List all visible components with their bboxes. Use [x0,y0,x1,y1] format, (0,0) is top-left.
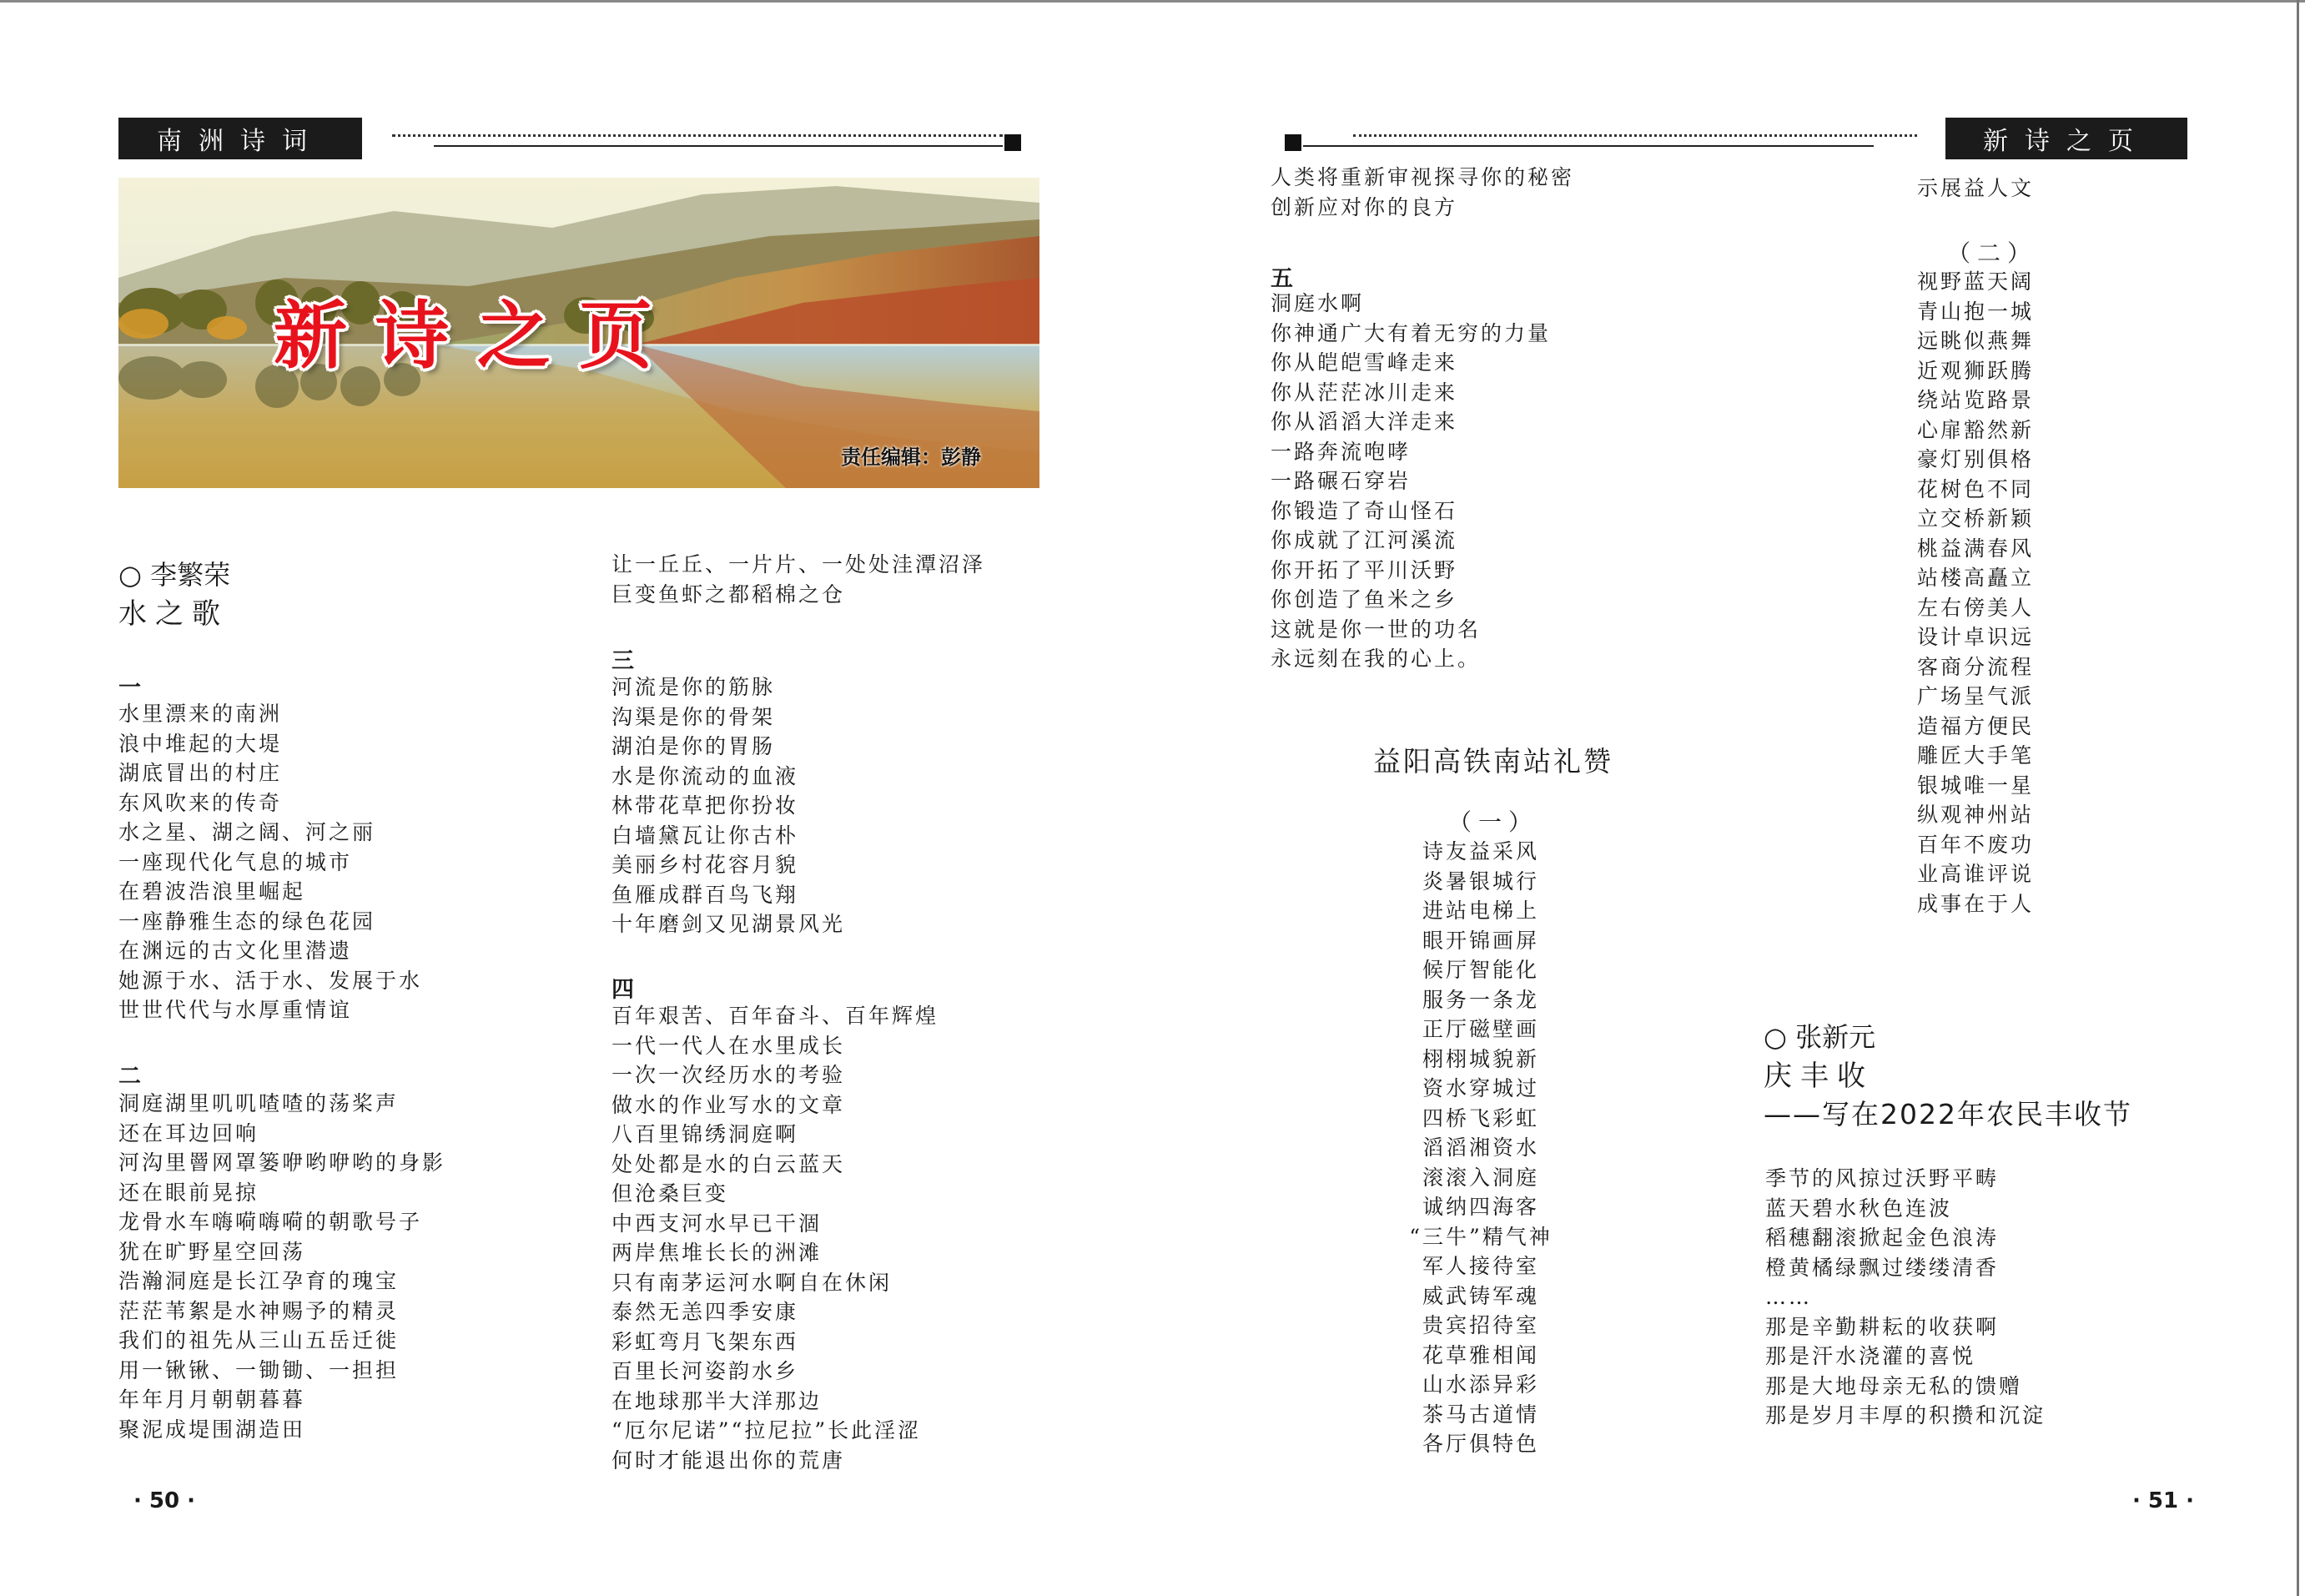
poem-line: 她源于水、活于水、发展于水 [118,968,423,993]
poem-line: 立交桥新颖 [1917,506,2035,531]
harvest-poem-lines [1765,1164,2046,1431]
poem-line: 巨变鱼虾之都稻棉之仓 [611,582,846,607]
poem-line: 龙骨水车嗨嗬嗨嗬的朝歌号子 [118,1210,423,1234]
poem-line: 花树色不同 [1917,476,2035,501]
poem-section-4 [611,1001,939,1475]
poem-section-5 [1271,289,1551,674]
poem-line: 诗友益采风 [1422,839,1539,863]
poem-line: 花草雅相闻 [1422,1342,1539,1367]
section-number: 三 [611,648,634,674]
poem-line: 永远刻在我的心上。 [1271,647,1482,671]
poem-line: 还在耳边回响 [118,1120,259,1145]
poem-line: 百年艰苦、百年奋斗、百年辉煌 [611,1004,939,1028]
poem-line: 年年月月朝朝暮暮 [118,1387,306,1412]
poem-line: 你从茫茫冰川走来 [1271,380,1458,405]
poem-line: 世世代代与水厚重情谊 [118,998,353,1022]
poem-line: 鱼雁成群百鸟飞翔 [611,882,799,907]
poem-line: 何时才能退出你的荒唐 [611,1447,846,1473]
right-header-square [1285,134,1301,151]
poem-line: 威武铸军魂 [1422,1283,1539,1308]
poem-line: 心扉豁然新 [1917,417,2035,442]
poem-line: 进站电梯上 [1422,899,1539,923]
right-header-dotted-rule [1353,134,1917,137]
poem-line: 桃益满春风 [1917,536,2035,561]
poem-line: 山水添异彩 [1422,1372,1539,1397]
poem-line: 八百里锦绣洞庭啊 [611,1122,799,1146]
poem-line: 湖底冒出的村庄 [118,761,283,785]
poem-line: 东风吹来的传奇 [118,790,283,815]
poem-line: 军人接待室 [1422,1254,1539,1278]
poem-line: 左右傍美人 [1917,595,2035,620]
poem-line: 中西支河水早已干涸 [611,1211,823,1236]
poem-line: 湖泊是你的胃肠 [611,734,776,758]
poem-line: 绕站览路景 [1917,388,2035,412]
poem-line: 你成就了江河溪流 [1271,528,1458,552]
station-poem-part-1 [1343,837,1618,1459]
poem-line: 聚泥成堤围湖造田 [118,1417,306,1442]
poem-author: ○ 张新元 [1764,1021,1876,1053]
poem-line: 我们的祖先从三山五岳迁徙 [118,1328,400,1352]
poem-line: 一次一次经历水的考验 [611,1063,846,1087]
poem-line: 创新应对你的良方 [1271,194,1458,219]
poem-section-2 [118,1089,445,1444]
page-top-edge [0,0,2305,3]
poem-line: “三牛”精气神 [1409,1224,1553,1249]
poem-line: 示展益人文 [1917,176,2035,200]
poem-line: 水是你流动的血液 [611,763,799,788]
poem-section-1 [118,699,422,1025]
poem-line: 那是大地母亲无私的馈赠 [1765,1373,2023,1398]
poem-line: 在渊远的古文化里潜遗 [118,939,353,963]
banner-title: 新诗之页 [273,293,681,379]
poem-line: 水里漂来的南洲 [118,702,283,726]
poem-line: 季节的风掠过沃野平畴 [1765,1166,2000,1191]
poem-line: 在地球那半大洋那边 [611,1388,823,1413]
poem-line: 但沧桑巨变 [611,1181,729,1206]
poem-line: 服务一条龙 [1422,987,1539,1012]
banner-editor-credit: 责任编辑：彭静 [841,446,981,469]
poem-line: 彩虹弯月飞架东西 [611,1329,799,1354]
section-number: 四 [611,977,634,1003]
poem-line: 一代一代人在水里成长 [611,1033,846,1058]
poem-line: 一座静雅生态的绿色花园 [118,909,376,934]
poem-line: 还在眼前晃掠 [118,1180,259,1205]
poem-line: 你创造了鱼米之乡 [1271,587,1458,612]
page-number-right: · 51 · [2132,1488,2195,1513]
poem-line: 泰然无恙四季安康 [611,1300,799,1324]
poem-line: 正厅磁壁画 [1422,1017,1539,1041]
station-part-1-number: （一） [1447,808,1538,836]
poem-line: 滚滚入洞庭 [1422,1165,1539,1190]
poem-line: 眼开锦画屏 [1422,928,1539,953]
poem-line: 那是汗水浇灌的喜悦 [1765,1344,1976,1368]
poem-line: 百年不废功 [1917,832,2035,857]
poem-line: 成事在于人 [1917,891,2035,916]
poem-line: 视野蓝天阔 [1917,269,2035,294]
poem-line: 你开拓了平川沃野 [1271,557,1458,582]
poem-line: 银城唯一星 [1917,773,2035,798]
poem-line: 百里长河姿韵水乡 [611,1359,799,1383]
page-right-edge [2297,0,2299,1596]
left-section-tag: 南洲诗词 [118,118,362,159]
poem-line: …… [1765,1285,1812,1309]
poem-line: 客商分流程 [1917,654,2035,679]
poem-line: 诚纳四海客 [1422,1195,1539,1219]
poem-line: 你从滔滔大洋走来 [1271,410,1458,434]
poem-line: 洞庭湖里叽叽喳喳的荡桨声 [118,1091,400,1115]
poem-line: 青山抱一城 [1917,299,2035,324]
poem-line: 犹在旷野星空回荡 [118,1239,306,1264]
poem-line: 滔滔湘资水 [1422,1135,1539,1160]
poem-line: 美丽乡村花容月貌 [611,853,799,877]
poem-line: 那是辛勤耕耘的收获啊 [1765,1314,2000,1339]
left-header-square [1004,134,1021,151]
poem-line: 一路碾石穿岩 [1271,469,1412,493]
right-header-solid-rule [1303,145,1874,147]
poem-line: 你从皑皑雪峰走来 [1271,350,1458,375]
left-header-solid-rule [434,145,1003,147]
station-poem-title: 益阳高铁南站礼赞 [1373,745,1613,778]
poem-line: 造福方便民 [1917,713,2035,738]
poem-line: 只有南茅运河水啊自在休闲 [611,1270,893,1295]
banner-image [118,178,1039,488]
poem-section-4-continued [1271,163,1574,222]
poem-line: 候厅智能化 [1422,958,1539,982]
poem-line: 河沟里罾网罩篓咿哟咿哟的身影 [118,1150,446,1175]
poem-title: 水之歌 [118,597,229,631]
poem-line: 稻穗翻滚掀起金色浪涛 [1765,1226,2000,1250]
poem-line: 洞庭水啊 [1271,291,1365,315]
section-number: 二 [118,1064,141,1090]
poem-section-3 [611,672,845,939]
poem-line: “厄尔尼诺”“拉尼拉”长此淫涩 [611,1418,922,1442]
poem-line: 人类将重新审视探寻你的秘密 [1271,165,1575,189]
poem-line: 近观狮跃腾 [1917,358,2035,383]
section-number: 五 [1271,266,1293,292]
station-poem-part-1-continued [1917,174,2034,204]
poem-line: 资水穿城过 [1422,1076,1539,1100]
poem-line: 远眺似燕舞 [1917,329,2035,353]
station-poem-part-2 [1917,267,2034,919]
poem-line: 这就是你一世的功名 [1271,617,1482,642]
right-section-tag: 新诗之页 [1945,118,2187,159]
poem-title: 庆丰收 [1764,1060,1874,1093]
poem-line: 广场呈气派 [1917,684,2035,708]
poem-line: 你锻造了奇山怪石 [1271,498,1458,523]
poem-line: 四桥飞彩虹 [1422,1105,1539,1130]
station-part-2-number: （二） [1946,239,2037,267]
poem-line: 蓝天碧水秋色连波 [1765,1196,1953,1221]
poem-subtitle: ——写在2022年农民丰收节 [1764,1098,2132,1130]
poem-line: 河流是你的筋脉 [611,675,776,699]
poem-line: 浪中堆起的大堤 [118,731,283,756]
section-number: 一 [118,675,141,701]
poem-line: 炎暑银城行 [1422,868,1539,894]
left-header-dotted-rule [392,134,1003,137]
poem-line: 两岸焦堆长长的洲滩 [611,1241,823,1265]
poem-author: ○ 李繁荣 [118,559,231,591]
poem-line: 茫茫苇絮是水神赐予的精灵 [118,1298,400,1323]
poem-line: 你神通广大有着无穷的力量 [1271,320,1552,345]
poem-line: 茶马古道情 [1422,1402,1539,1427]
poem-line: 十年磨剑又见湖景风光 [611,912,846,936]
poem-line: 用一锹锹、一锄锄、一担担 [118,1357,400,1382]
poem-line: 那是岁月丰厚的积攒和沉淀 [1765,1403,2046,1427]
poem-line: 各厅俱特色 [1422,1432,1539,1456]
poem-line: 设计卓识远 [1917,625,2035,649]
poem-line: 白墙黛瓦让你古朴 [611,823,799,848]
poem-line: 栩栩城貌新 [1422,1046,1539,1071]
poem-line: 浩瀚洞庭是长江孕育的瑰宝 [118,1269,400,1293]
poem-line: 在碧波浩浪里崛起 [118,879,306,904]
poem-line: 雕匠大手笔 [1917,743,2035,768]
poem-section-2-continued [611,550,985,609]
poem-line: 水之星、湖之阔、河之丽 [118,820,376,844]
poem-line: 纵观神州站 [1917,803,2035,827]
poem-line: 林带花草把你扮妆 [611,793,799,818]
poem-line: 站楼高矗立 [1917,566,2035,590]
poem-line: 豪灯别俱格 [1917,447,2035,471]
poem-line: 沟渠是你的骨架 [611,704,776,729]
poem-line: 橙黄橘绿飘过缕缕清香 [1765,1255,2000,1280]
poem-line: 做水的作业写水的文章 [611,1092,846,1117]
poem-line: 一座现代化气息的城市 [118,849,353,874]
poem-line: 贵宾招待室 [1422,1313,1539,1337]
page-number-left: · 50 · [133,1488,196,1513]
poem-line: 让一丘丘、一片片、一处处洼潭沼泽 [611,552,986,576]
poem-line: 业高谁评说 [1917,862,2035,886]
poem-line: 处处都是水的白云蓝天 [611,1151,846,1176]
poem-line: 一路奔流咆哮 [1271,439,1412,464]
